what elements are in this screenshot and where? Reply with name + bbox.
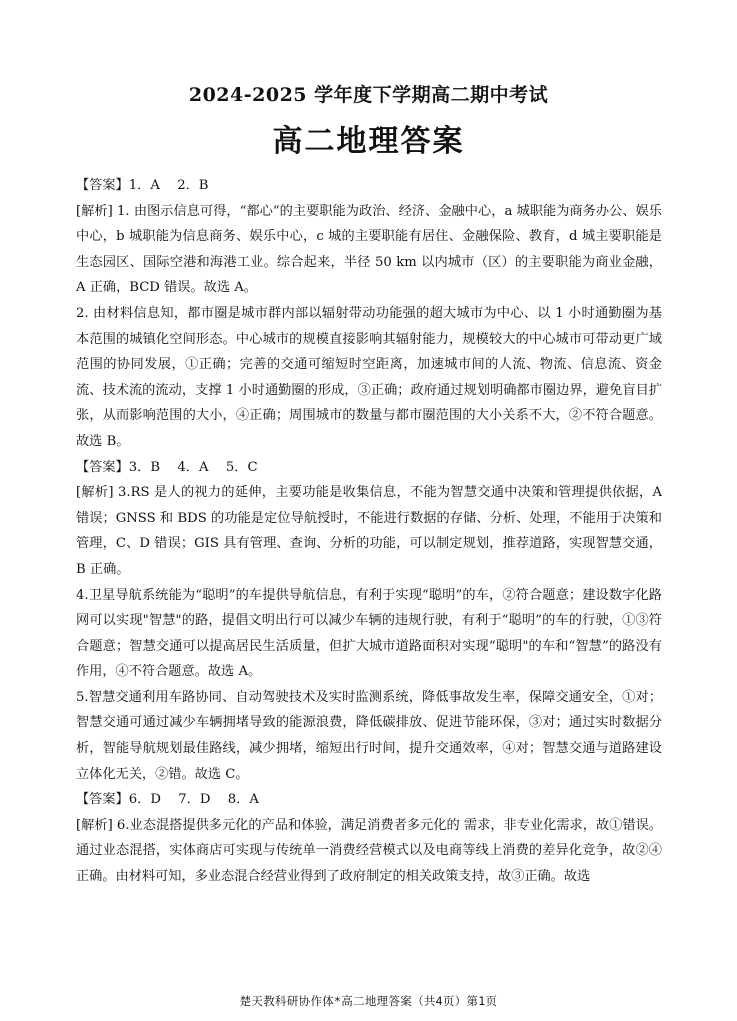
answer-key-1-2: 【答案】1．A 2．B bbox=[76, 178, 209, 193]
page-footer: 楚天教科研协作体*高二地理答案（共4页）第1页 bbox=[239, 994, 498, 1008]
analysis-q3: [解析] 3.RS 是人的视力的延伸，主要功能是收集信息，不能为智慧交通中决策和管理提供依据，A 错误；GNSS 和 BDS 的功能是定位导航授时，不能进行数据的存储、分析、处理，不能用于决策和管理，C、D 错误；GIS 具有管理、查询、分析的功能，可以制定规划，推荐道路，实现智慧交通，B 正确。 bbox=[76, 485, 662, 577]
answer-key-6-8: 【答案】6．D 7．D 8．A bbox=[76, 792, 259, 808]
analysis-q6: [解析] 6.业态混搭提供多元化的产品和体验，满足消费者多元化的 需求，非专业化需求，故①错误。通过业态混搭，实体商店可实现与传统单一消费经营模式以及电商等线上消费的差异化竞争，故②④正确。由材料可知，多业态混合经营业得到了政府制定的相关政策支持，故③正确。故选 bbox=[76, 817, 662, 885]
answer-key-3-5: 【答案】3．B 4．A 5．C bbox=[76, 459, 258, 475]
analysis-q2: 2. 由材料信息知，都市圈是城市群内部以辐射带动功能强的超大城市为中心、以 1 小时通勤圈为基本范围的城镇化空间形态。中心城市的规模直接影响其辐射能力，规模较大的中心城市可带动更广域范围的协同发展，①正确；完善的交通可缩短时空距离，加速城市间的人流、物流、信息流、资金流、技术流的流动，支撑 1 小时通勤圈的形成，③正确；政府通过规划明确都市圈边界，避免盲目扩张，从而影响范围的大小，④正确；周围城市的数量与都市圈范围的大小关系不大，②不符合题意。故选 B。 bbox=[76, 305, 662, 449]
analysis-q5: 5.智慧交通利用车路协同、自动驾驶技术及实时监测系统，降低事故发生率，保障交通安全，①对；智慧交通可通过减少车辆拥堵导致的能源浪费，降低碳排放、促进节能环保，③对；通过实时数据分析，智能导航规划最佳路线，减少拥堵，缩短出行时间，提升交通效率，④对；智慧交通与道路建设立体化无关，②错。故选 C。 bbox=[76, 689, 662, 782]
document-title: 高二地理答案 bbox=[272, 124, 465, 159]
analysis-q1: [解析] 1. 由图示信息可得，“都心”的主要职能为政治、经济、金融中心，a 城职能为商务办公、娱乐中心，b 城职能为信息商务、娱乐中心，c 城的主要职能有居住、金融保险、教育，d 城主要职能是生态园区、国际空港和海港工业。综合起来，半径 50 km 以内城市（区）的主要职能为商业金融，A 正确，BCD 错误。故选 A。 bbox=[76, 203, 662, 296]
analysis-q4: 4.卫星导航系统能为“聪明”的车提供导航信息，有利于实现“聪明”的车，②符合题意；建设数字化路网可以实现"智慧"的路，提倡文明出行可以减少车辆的违规行驶，有利于“聪明”的车的行驶，①③符合题意；智慧交通可以提高居民生活质量，但扩大城市道路面积对实现“聪明"的车和“智慧”的路没有作用，④不符合题意。故选 A。 bbox=[76, 587, 662, 680]
exam-title: 2024-2025 学年度下学期高二期中考试 bbox=[188, 84, 549, 106]
answer-content bbox=[76, 173, 662, 890]
